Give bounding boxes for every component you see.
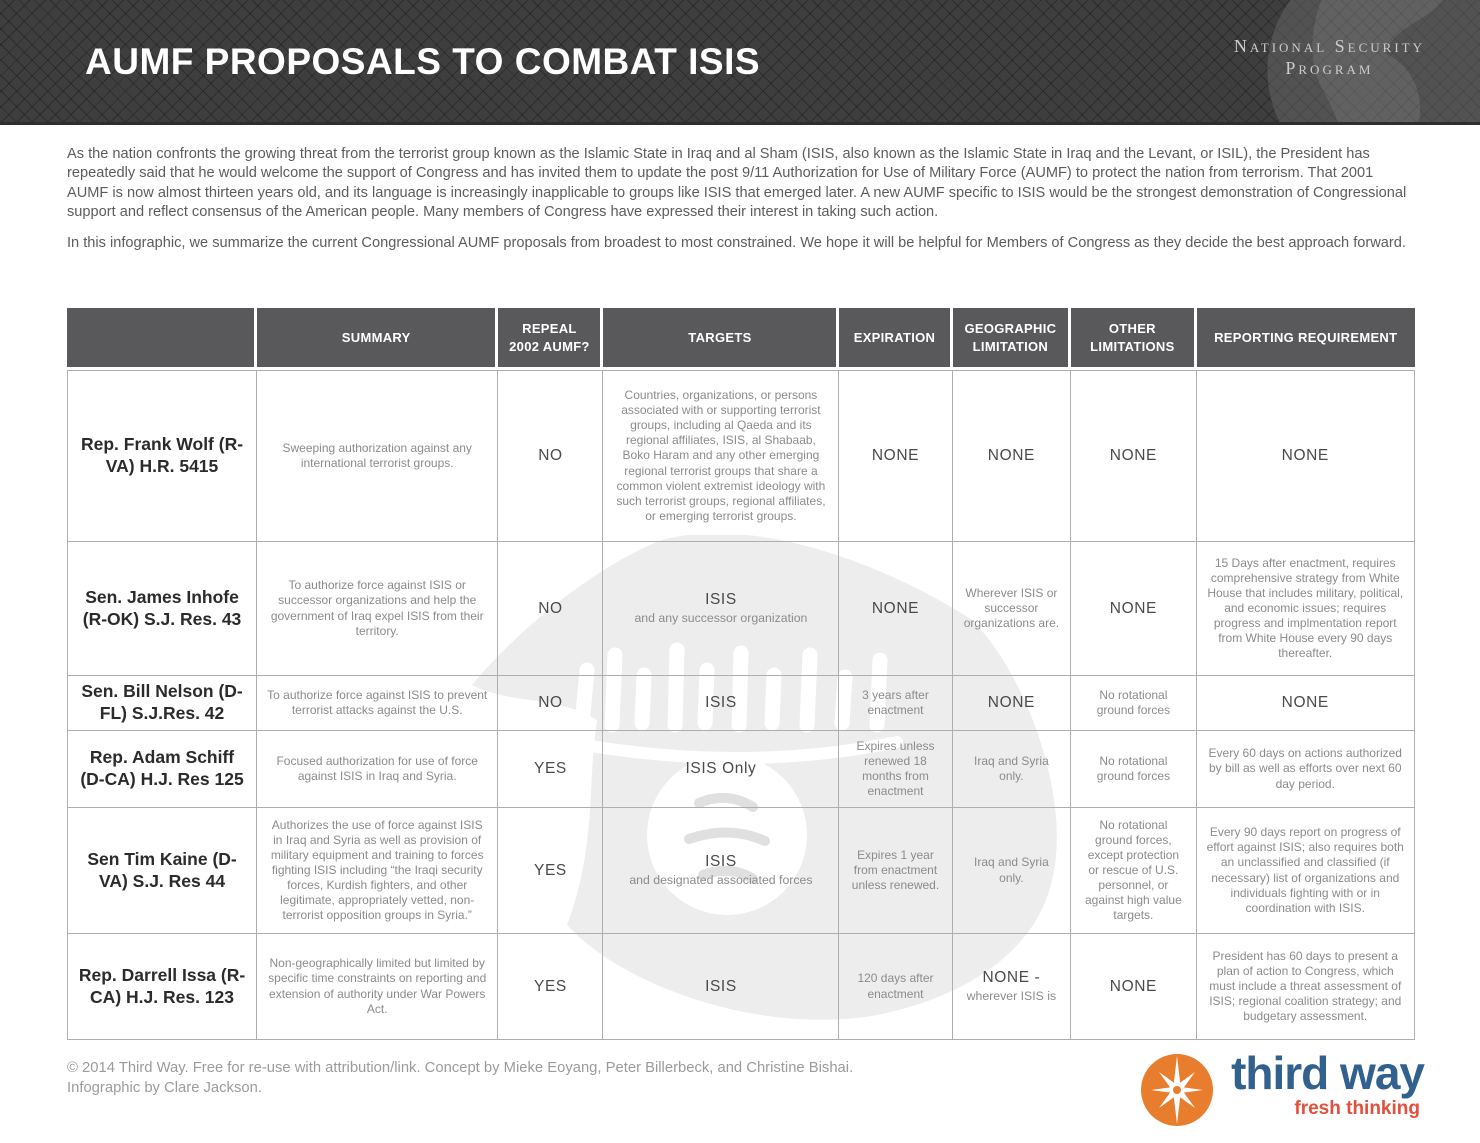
column-header-bill bbox=[67, 308, 257, 370]
cell-other: NONE bbox=[1071, 934, 1196, 1040]
cell-other: NONE bbox=[1071, 370, 1196, 542]
cell-repeal: YES bbox=[498, 731, 603, 808]
cell-targets: ISIS and designated associated forces bbox=[603, 808, 839, 934]
column-header-reporting-requirement: REPORTING REQUIREMENT bbox=[1197, 308, 1415, 370]
program-line2: Program bbox=[1285, 57, 1374, 78]
cell-geographic: Iraq and Syria only. bbox=[953, 731, 1072, 808]
cell-reporting: 15 Days after enactment, requires comprehensive strategy from White House that includes military, political, and economic issues; requires progress and implmentation report from White House every 90 days thereafter. bbox=[1197, 542, 1415, 676]
compass-icon bbox=[1137, 1050, 1217, 1130]
logo-name: third way bbox=[1231, 1047, 1424, 1099]
cell-repeal: YES bbox=[498, 808, 603, 934]
cell-targets: ISIS bbox=[603, 676, 839, 731]
cell-repeal: NO bbox=[498, 542, 603, 676]
cell-geographic: NONE - wherever ISIS is bbox=[953, 934, 1072, 1040]
cell-expiration: Expires unless renewed 18 months from enactment bbox=[839, 731, 952, 808]
proposals-table-wrap bbox=[67, 308, 1415, 1040]
cell-expiration: 3 years after enactment bbox=[839, 676, 952, 731]
cell-other: No rotational ground forces, except protection or rescue of U.S. personnel, or against high value targets. bbox=[1071, 808, 1196, 934]
masthead bbox=[0, 0, 1480, 125]
column-header-targets: TARGETS bbox=[603, 308, 839, 370]
cell-summary: To authorize force against ISIS to prevent terrorist attacks against the U.S. bbox=[257, 676, 498, 731]
cell-summary: Authorizes the use of force against ISIS in Iraq and Syria as well as provision of military equipment and training to forces fighting ISIS including “the Iraqi security forces, Kurdish fighters, and other legitimate, appropriately vetted, non-terrorist opposition groups in Syria.” bbox=[257, 808, 498, 934]
logo-text bbox=[1231, 1047, 1424, 1120]
cell-expiration: Expires 1 year from enactment unless renewed. bbox=[839, 808, 952, 934]
cell-geographic: Wherever ISIS or successor organizations are. bbox=[953, 542, 1072, 676]
cell-summary: Non-geographically limited but limited by specific time constraints on reporting and extension of authority under War Powers Act. bbox=[257, 934, 498, 1040]
cell-targets: Countries, organizations, or persons associated with or supporting terrorist groups, including al Qaeda and its regional affiliates, ISIS, al Shabaab, Boko Haram and any other emerging regional terrorist groups that share a common violent extremist ideology with such terrorist groups, regional affiliates, or emerging terrorist groups. bbox=[603, 370, 839, 542]
cell-summary: Sweeping authorization against any international terrorist groups. bbox=[257, 370, 498, 542]
program-label bbox=[1234, 36, 1425, 79]
logo-tagline: fresh thinking bbox=[1294, 1098, 1420, 1119]
cell-targets: ISIS Only bbox=[603, 731, 839, 808]
third-way-logo bbox=[1137, 1047, 1424, 1130]
cell-other: No rotational ground forces bbox=[1071, 676, 1196, 731]
cell-expiration: 120 days after enactment bbox=[839, 934, 952, 1040]
cell-geographic: NONE bbox=[953, 676, 1072, 731]
cell-other: NONE bbox=[1071, 542, 1196, 676]
footer-line-2: Infographic by Clare Jackson. bbox=[67, 1080, 262, 1097]
bill-sponsor: Rep. Frank Wolf (R-VA) H.R. 5415 bbox=[67, 370, 257, 542]
cell-geographic: Iraq and Syria only. bbox=[953, 808, 1072, 934]
cell-targets: ISIS and any successor organization bbox=[603, 542, 839, 676]
intro-paragraph-2: In this infographic, we summarize the current Congressional AUMF proposals from broadest to most constrained. We hope it will be helpful for Members of Congress as they decide the best approach forward. bbox=[67, 235, 1406, 251]
column-header-geographic-limitation: GEOGRAPHIC LIMITATION bbox=[953, 308, 1072, 370]
column-header-repeal-2002-aumf: REPEAL 2002 AUMF? bbox=[498, 308, 603, 370]
intro-paragraph-1: As the nation confronts the growing threat from the terrorist group known as the Islamic State in Iraq and al Sham (ISIS, also known as the Islamic State in Iraq and the Levant, or ISIL), the President has repeatedly said that he would welcome the support of Congress and has invited them to update the post 9/11 Authorization for Use of Military Force (AUMF) to protect the nation from terrorism. That 2001 AUMF is now almost thirteen years old, and its language is increasingly inapplicable to groups like ISIS that emerged later. A new AUMF specific to ISIS would be the strongest demonstration of Congressional support and reflect consensus of the American people. Many members of Congress have expressed their interest in taking such action. bbox=[67, 146, 1407, 220]
cell-repeal: NO bbox=[498, 370, 603, 542]
page-title: AUMF PROPOSALS TO COMBAT ISIS bbox=[85, 41, 761, 82]
cell-summary: To authorize force against ISIS or successor organizations and help the government of Iraq expel ISIS from their territory. bbox=[257, 542, 498, 676]
cell-targets: ISIS bbox=[603, 934, 839, 1040]
cell-reporting: NONE bbox=[1197, 676, 1415, 731]
program-line1: National Security bbox=[1233, 36, 1425, 56]
cell-repeal: NO bbox=[498, 676, 603, 731]
cell-geographic: NONE bbox=[953, 370, 1072, 542]
bill-sponsor: Sen. Bill Nelson (D-FL) S.J.Res. 42 bbox=[67, 676, 257, 731]
cell-reporting: NONE bbox=[1197, 370, 1415, 542]
cell-summary: Focused authorization for use of force against ISIS in Iraq and Syria. bbox=[257, 731, 498, 808]
cell-other: No rotational ground forces bbox=[1071, 731, 1196, 808]
column-header-other-limitations: OTHER LIMITATIONS bbox=[1071, 308, 1196, 370]
bill-sponsor: Sen. James Inhofe (R-OK) S.J. Res. 43 bbox=[67, 542, 257, 676]
footer-credits bbox=[67, 1058, 853, 1099]
bill-sponsor: Sen Tim Kaine (D-VA) S.J. Res 44 bbox=[67, 808, 257, 934]
proposals-table bbox=[67, 308, 1415, 1040]
cell-expiration: NONE bbox=[839, 542, 952, 676]
bill-sponsor: Rep. Darrell Issa (R-CA) H.J. Res. 123 bbox=[67, 934, 257, 1040]
intro-section bbox=[67, 145, 1414, 253]
cell-reporting: Every 60 days on actions authorized by bill as well as efforts over next 60 day period. bbox=[1197, 731, 1415, 808]
column-header-expiration: EXPIRATION bbox=[839, 308, 952, 370]
bill-sponsor: Rep. Adam Schiff (D-CA) H.J. Res 125 bbox=[67, 731, 257, 808]
cell-reporting: President has 60 days to present a plan of action to Congress, which must include a threat assessment of ISIS; regional coalition strategy; and budgetary assessment. bbox=[1197, 934, 1415, 1040]
footer-line-1: © 2014 Third Way. Free for re-use with attribution/link. Concept by Mieke Eoyang, Peter Billerbeck, and Christine Bishai. bbox=[67, 1060, 854, 1076]
column-header-summary: SUMMARY bbox=[257, 308, 498, 370]
cell-reporting: Every 90 days report on progress of effort against ISIS; also requires both an unclassified and classified (if necessary) list of organizations and individuals fighting with or in coordination with ISIS. bbox=[1197, 808, 1415, 934]
cell-repeal: YES bbox=[498, 934, 603, 1040]
cell-expiration: NONE bbox=[839, 370, 952, 542]
